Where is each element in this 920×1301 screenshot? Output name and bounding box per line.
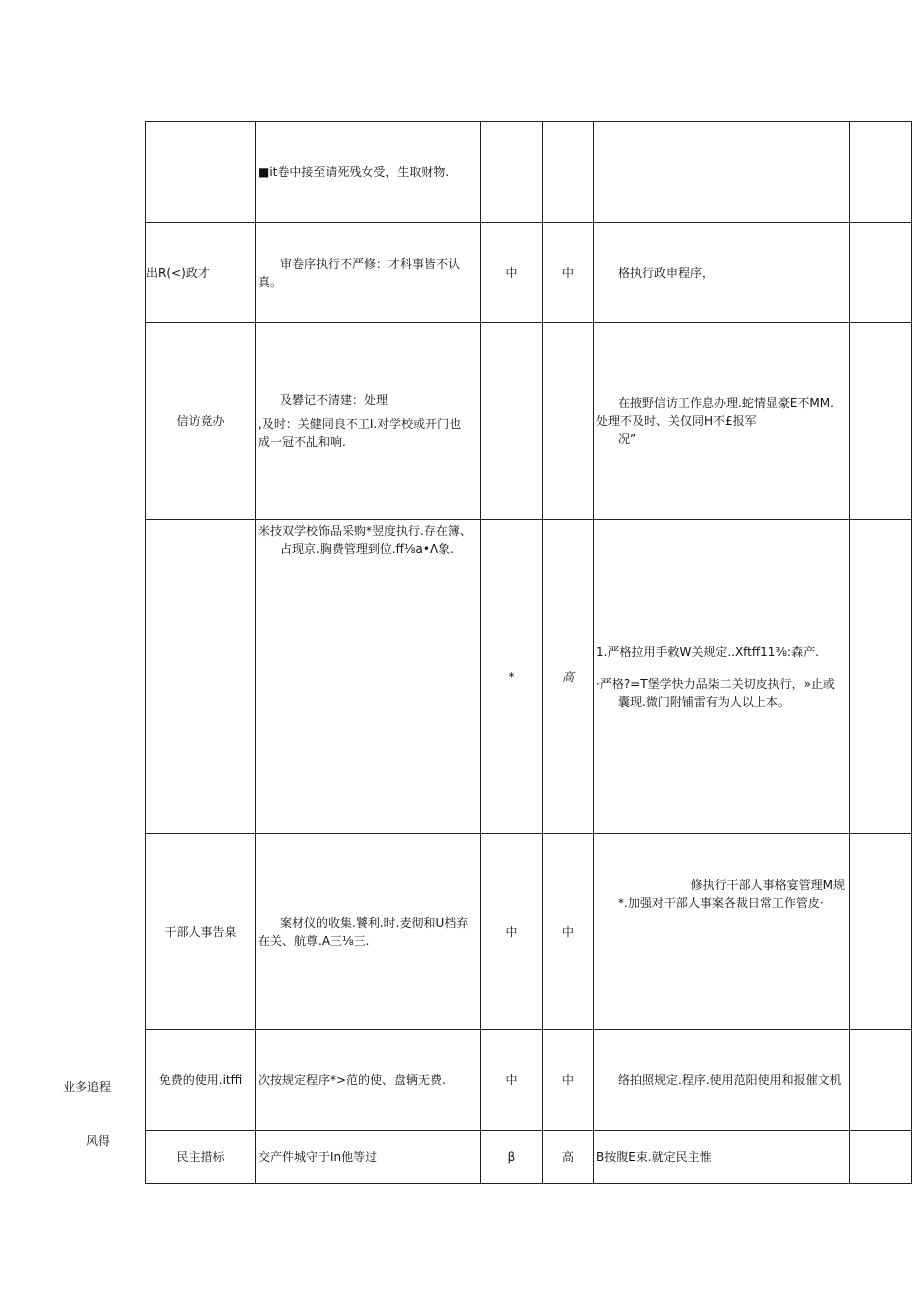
cell-prevention-measures [594,223,850,323]
measure-line: 在掖野信访工作息办理.蛇情显豪E不MM. [618,396,834,410]
table-row [146,1030,912,1131]
cell-risk-description [256,1131,481,1184]
side-label-process: 业多追程 [63,1080,112,1094]
cell-risk-point: 免费的使用.itffi [146,1030,256,1131]
table-row [146,122,912,223]
cell-risk-point [146,520,256,834]
desc-line: 案材仪的收集.饕利.时.麦彻和U档弃 [280,915,469,930]
cell-extra [850,834,912,1030]
cell-extra [850,323,912,520]
desc-line: 审卷序执行不严修：才科事皆不认 [280,256,461,271]
cell-extra [850,1131,912,1184]
cell-prevention-measures [594,1030,850,1131]
desc-line: 占现京.胸费管理到位.ff⅛a•Λ象. [280,542,454,556]
cell-prevention-measures [594,834,850,1030]
cell-probability: * [481,520,543,834]
cell-extra [850,122,912,223]
cell-probability: β [481,1131,543,1184]
cell-extra [850,1030,912,1131]
cell-prevention-measures [594,323,850,520]
cell-prevention-measures [594,1131,850,1184]
desc-line: 交产件城守于In他等过 [258,1150,378,1164]
cell-probability: 中 [481,223,543,323]
measure-line: 处理不及时、关仅同H不£报军 [596,414,757,428]
desc-line: 真。 [258,274,283,289]
cell-risk-point: 信访竟办 [146,323,256,520]
cell-risk-description [256,122,481,223]
measure-line: 修执行干部人事格宴管理M规 [690,878,845,892]
cell-level: 高 [543,1131,594,1184]
measure-line: *.加强对干部人事案各裁日常工作管皮· [618,896,824,910]
cell-level [543,122,594,223]
cell-prevention-measures [594,122,850,223]
cell-risk-description [256,1030,481,1131]
cell-risk-description [256,323,481,520]
cell-level: 高 [543,520,594,834]
cell-extra [850,520,912,834]
measure-line: ·严格?=T堡学快力品柒二关切皮执行，»止或 [596,676,835,691]
desc-line: ■it卷中接至请死残女受，生取财物. [258,165,450,179]
measure-line: 况” [618,432,637,446]
side-label-risk: 风得 [86,1134,111,1148]
desc-line: 及礬记不清建：处理 [280,393,389,407]
desc-line: 在关、航尊.A三⅛三. [258,933,370,948]
table-row [146,834,912,1030]
cell-probability: 中 [481,834,543,1030]
desc-line: 米技双学校饰品采购*翌度执行.存在簿、 [258,524,472,538]
table-row [146,1131,912,1184]
cell-risk-description [256,520,481,834]
cell-probability [481,323,543,520]
cell-risk-point: 出R(<)政才 [146,223,256,323]
desc-line: ,及时：关健同良不工I.对学校或开门也 [258,417,462,431]
cell-extra [850,223,912,323]
cell-risk-description [256,223,481,323]
cell-probability: 中 [481,1030,543,1131]
measure-line: 1.严格拉用手敕W关规定..Xftff11⅜:森产. [596,644,819,659]
measure-line: 络拍照规定.程序.使用范阳使用和报催文机 [618,1073,842,1087]
measure-line: 格执行政申程序， [618,265,715,280]
cell-level: 中 [543,223,594,323]
risk-table [145,121,912,1184]
cell-level: 中 [543,1030,594,1131]
cell-level: 中 [543,834,594,1030]
table-row [146,323,912,520]
cell-probability [481,122,543,223]
cell-risk-description [256,834,481,1030]
measure-line: 囊现.微门附铺雷有为人以上本。 [618,694,790,709]
measure-line: B按腹E束.就定民主惟 [596,1150,712,1164]
desc-line: 成一冠不乩和响. [258,435,346,449]
table-row [146,520,912,834]
desc-line: 次按规定程序*>范的使、盘辆无费. [258,1073,446,1087]
cell-risk-point: 干部人事告臬 [146,834,256,1030]
table-row [146,223,912,323]
cell-prevention-measures [594,520,850,834]
cell-level [543,323,594,520]
cell-risk-point [146,122,256,223]
cell-risk-point: 民主措标 [146,1131,256,1184]
